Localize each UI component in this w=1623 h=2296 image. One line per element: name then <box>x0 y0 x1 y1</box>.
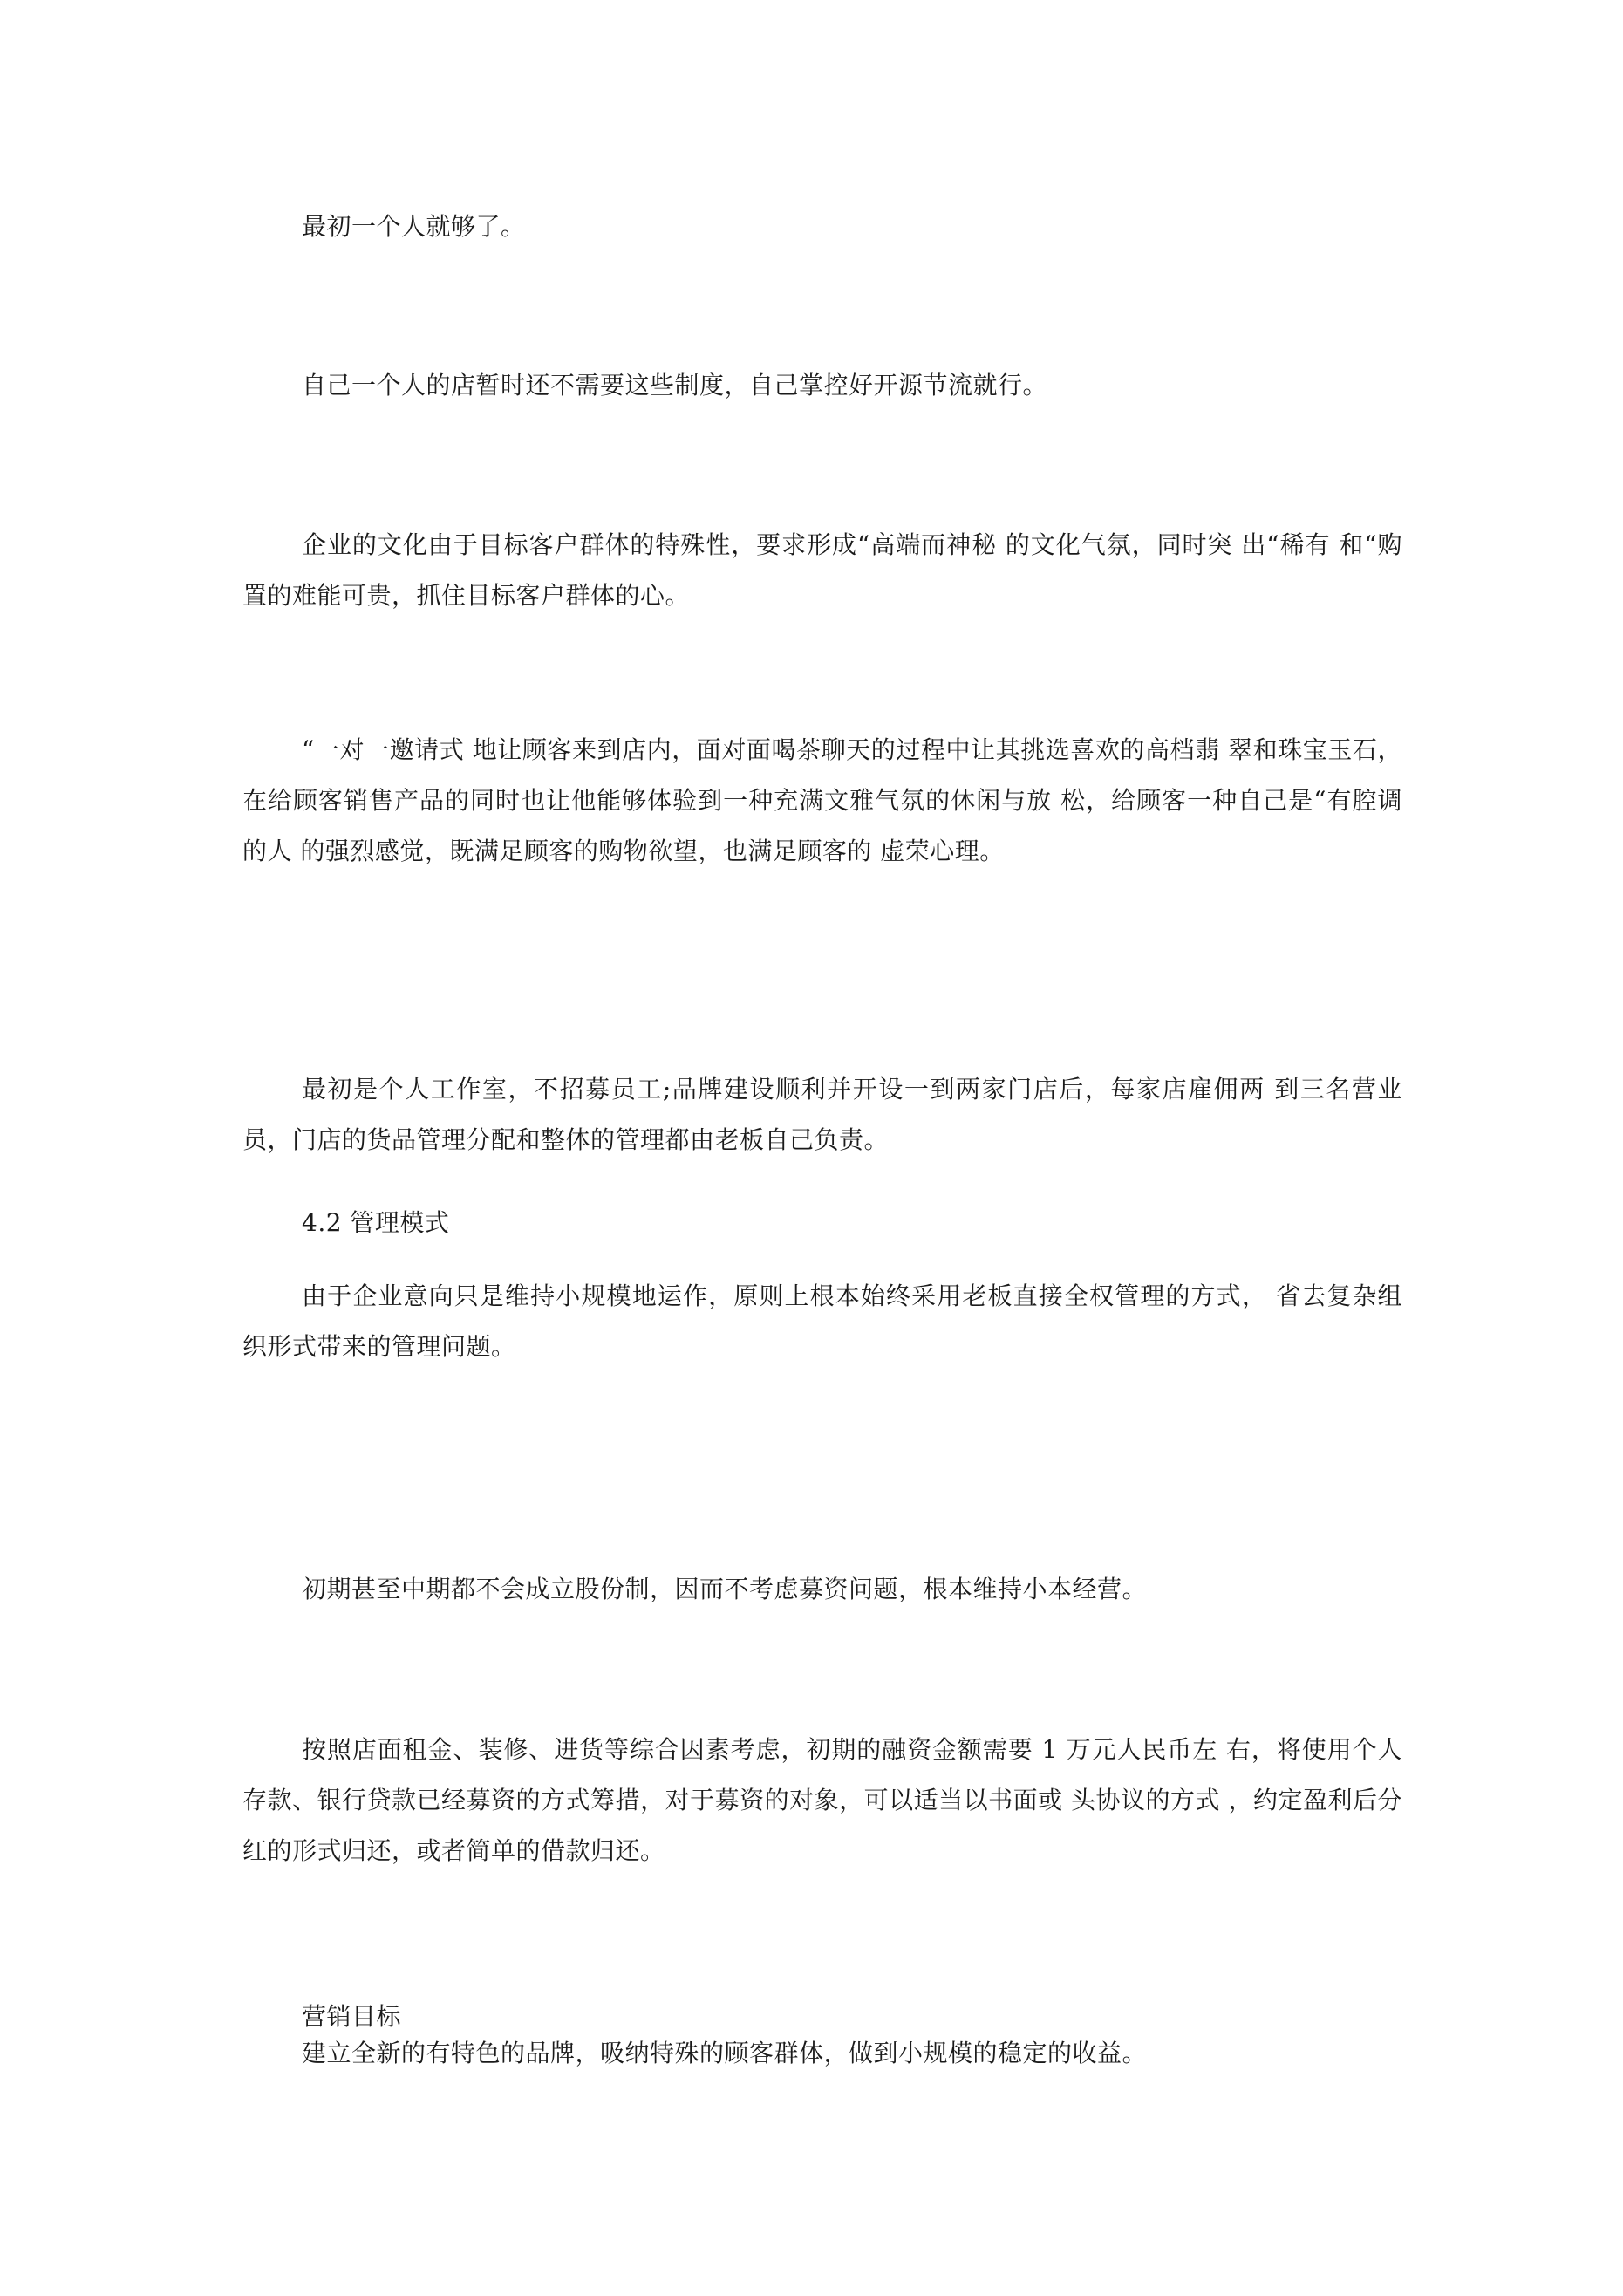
paragraph-financing: 按照店面租金、装修、进货等综合因素考虑，初期的融资金额需要 1 万元人民币左 右，将使用个人存款、银行贷款已经募资的方式筹措，对于募资的对象，可以适当以书面或 头协议的方式 ，约定盈利后分红的形式归还，或者简单的借款归还。 <box>242 1735 1402 1865</box>
section-heading-management-model: 4.2 管理模式 <box>302 1208 450 1237</box>
paragraph-no-rules-needed: 自己一个人的店暂时还不需要这些制度，自己掌控好开源节流就行。 <box>302 371 1048 400</box>
paragraph-corporate-culture: 企业的文化由于目标客户群体的特殊性，要求形成“高端而神秘 的文化气氛，同时突 出“稀有 和“购置的难能可贵，抓住目标客户群体的心。 <box>242 530 1402 610</box>
paragraph-management-model: 由于企业意向只是维持小规模地运作，原则上根本始终采用老板直接全权管理的方式， 省去复杂组织形式带来的管理问题。 <box>242 1281 1402 1361</box>
paragraph-staffing: 最初是个人工作室，不招募员工;品牌建设顺利并开设一到两家门店后，每家店雇佣两 到三名营业员，门店的货品管理分配和整体的管理都由老板自己负责。 <box>242 1075 1402 1154</box>
paragraph-no-shareholding: 初期甚至中期都不会成立股份制，因而不考虑募资问题，根本维持小本经营。 <box>302 1575 1148 1603</box>
paragraph-one-on-one-service: “一对一邀请式 地让顾客来到店内，面对面喝茶聊天的过程中让其挑选喜欢的高档翡 翠和珠宝玉石，在给顾客销售产品的同时也让他能够体验到一种充满文雅气氛的休闲与放 松，给顾客一种自己是“有腔调的人 的强烈感觉，既满足顾客的购物欲望，也满足顾客的 虚荣心理。 <box>242 735 1402 865</box>
paragraph-marketing-goal: 建立全新的有特色的品牌，吸纳特殊的顾客群体，做到小规模的稳定的收益。 <box>302 2039 1148 2067</box>
paragraph-initial-staff: 最初一个人就够了。 <box>302 212 526 241</box>
section-heading-marketing-goal: 营销目标 <box>302 2002 402 2031</box>
